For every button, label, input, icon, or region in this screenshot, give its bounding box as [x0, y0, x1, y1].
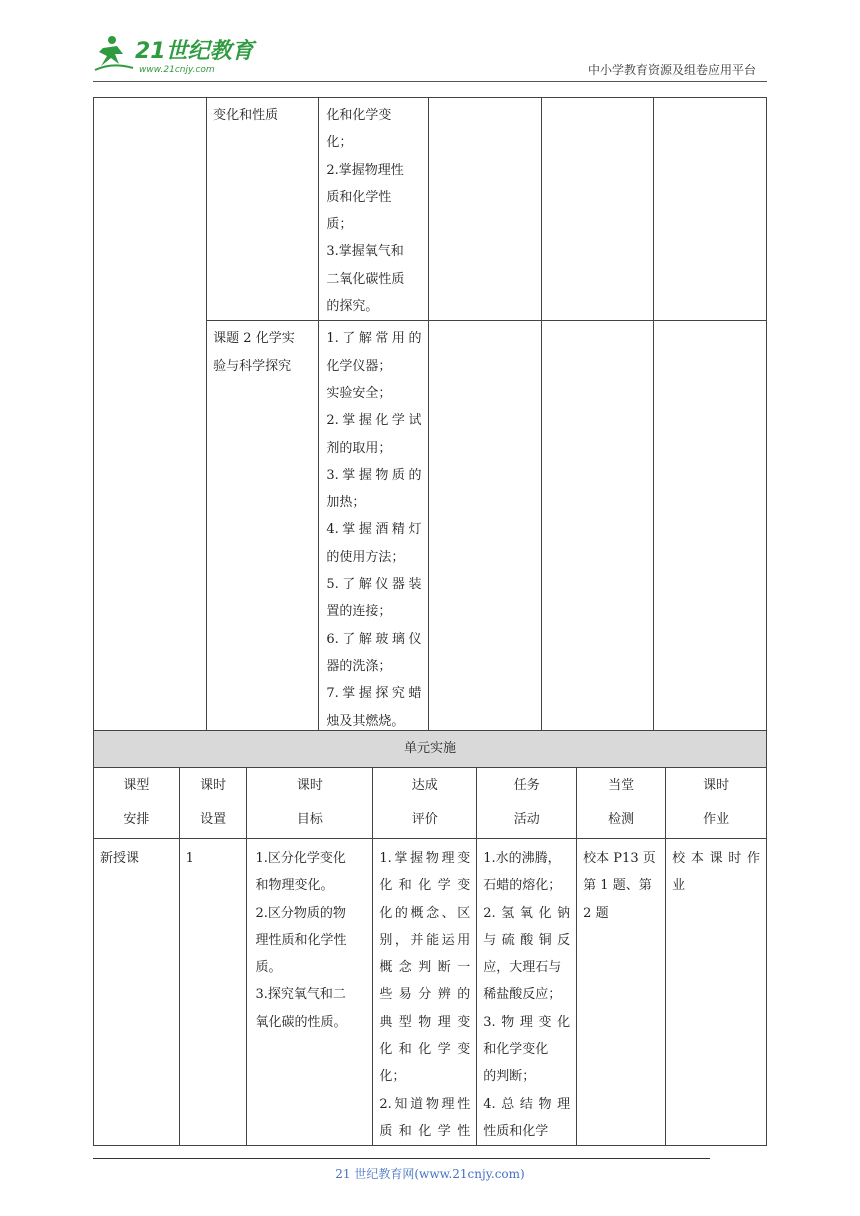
header-line: 当堂 [608, 778, 635, 793]
header-line: 评价 [411, 812, 438, 827]
footer-link[interactable]: 21 世纪教育网(www.21cnjy.com) [335, 1167, 525, 1181]
runner-icon [95, 36, 133, 70]
goal-line: 化和化学变 [326, 108, 392, 123]
goal-line: 2.区分物质的物 [255, 905, 346, 921]
eval-line: 化； [379, 1069, 406, 1085]
upper-table [93, 97, 767, 736]
check-line: 校本 P13 页 [583, 851, 656, 866]
goal-line: 和物理变化。 [255, 878, 334, 894]
site-logo [93, 32, 263, 78]
activity-line: 1.水的沸腾， [483, 851, 561, 866]
logo-url: www.21cnjy.com [139, 65, 215, 75]
topic-cell [207, 321, 319, 735]
check-line: 2 题 [583, 905, 609, 921]
goal-line: 的使用方法； [326, 549, 405, 565]
goal-line: 器的洗涤； [326, 658, 392, 674]
table-row [94, 839, 767, 1146]
homework-line: 校本课时作 [672, 851, 760, 866]
goal-line: 2.掌握化学试 [326, 413, 422, 429]
empty-cell [653, 98, 766, 321]
goal-line: 剂的取用； [326, 440, 392, 456]
goal-line: 置的连接； [326, 604, 392, 620]
lesson-hours-cell: 1 [179, 839, 247, 1146]
eval-line: 别，并能运用 [379, 932, 471, 948]
goal-line: 质； [326, 217, 353, 233]
header-cell [373, 768, 477, 839]
activity-line: 和化学变化 [483, 1042, 549, 1058]
header-line: 课时 [200, 778, 227, 793]
header-line: 安排 [123, 812, 150, 827]
unit-table [93, 730, 767, 1146]
topic-line: 验与科学探究 [213, 358, 292, 374]
empty-cell [541, 321, 653, 735]
activity-line: 石蜡的熔化； [483, 878, 562, 894]
header-line: 达成 [411, 778, 438, 793]
activity-line: 应，大理石与 [483, 960, 562, 976]
activity-line: 性质和化学 [483, 1123, 549, 1139]
header-cell [477, 768, 577, 839]
check-cell [577, 839, 666, 1146]
header-line: 课时 [703, 778, 730, 793]
header-line: 课时 [296, 778, 323, 793]
goal-line: 1.区分化学变化 [255, 851, 346, 866]
eval-line: 些易分辨的 [379, 987, 471, 1003]
header-cell [247, 768, 373, 839]
eval-line: 化和化学变 [379, 878, 471, 894]
header-line: 课型 [123, 778, 150, 793]
goal-cell [319, 321, 429, 735]
goal-line: 加热； [326, 495, 366, 511]
homework-line: 业 [672, 878, 686, 894]
activity-cell [477, 839, 577, 1146]
activity-line: 与硫酸铜反 [483, 932, 571, 948]
empty-cell [653, 321, 766, 735]
header-line: 活动 [513, 812, 540, 827]
goal-line: 化学仪器； [326, 358, 392, 374]
header-cell [577, 768, 666, 839]
goal-line: 二氧化碳性质 [326, 271, 405, 287]
goal-line: 7.掌握探究蜡 [326, 686, 422, 702]
header-line: 设置 [200, 812, 227, 827]
goal-line: 2.掌握物理性 [326, 162, 404, 178]
eval-line: 典型物理变 [379, 1014, 471, 1030]
eval-line: 概念判断一 [379, 960, 471, 976]
header-divider [93, 81, 767, 82]
eval-line: 化和化学变 [379, 1042, 471, 1058]
footer-divider [93, 1158, 710, 1159]
header-line: 作业 [703, 812, 730, 827]
homework-cell [666, 839, 767, 1146]
topic-line: 变化和性质 [213, 108, 279, 123]
check-line: 第 1 题、第 [583, 878, 652, 894]
header-cell [179, 768, 247, 839]
goal-line: 实验安全； [326, 385, 392, 401]
goal-line: 3.掌握氧气和 [326, 244, 404, 260]
goal-line: 化； [326, 135, 353, 151]
eval-line: 1.掌握物理变 [379, 851, 471, 866]
empty-cell [429, 98, 541, 321]
goal-line: 质和化学性 [326, 189, 392, 205]
header-row [94, 768, 767, 839]
empty-cell [94, 98, 207, 736]
header-cell [94, 768, 180, 839]
unit-band-title: 单元实施 [94, 731, 767, 768]
eval-line: 2.知道物理性 [379, 1096, 471, 1112]
goal-line: 1.了解常用的 [326, 331, 422, 347]
eval-line: 化的概念、区 [379, 905, 471, 921]
eval-line: 质和化学性 [379, 1123, 471, 1139]
empty-cell [429, 321, 541, 735]
goal-line: 质。 [255, 960, 282, 976]
header-cell [666, 768, 767, 839]
goal-line: 4.掌握酒精灯 [326, 522, 422, 538]
goal-line: 氧化碳的性质。 [255, 1014, 347, 1030]
logo-text: 21世纪教育 [135, 39, 254, 64]
goal-line: 3.掌握物质的 [326, 467, 422, 483]
lesson-type-cell: 新授课 [94, 839, 180, 1146]
topic-line: 课题 2 化学实 [213, 331, 295, 347]
empty-cell [541, 98, 653, 321]
goal-line: 烛及其燃烧。 [326, 713, 405, 729]
activity-line: 稀盐酸反应； [483, 987, 562, 1003]
evaluation-cell [373, 839, 477, 1146]
activity-line: 4.总结物理 [483, 1096, 571, 1112]
lesson-goal-cell [247, 839, 373, 1146]
goal-line: 6.了解玻璃仪 [326, 631, 422, 647]
goal-line: 5.了解仪器装 [326, 577, 422, 593]
goal-line: 的探究。 [326, 299, 379, 315]
topic-cell [207, 98, 319, 321]
activity-line: 2.氢氧化钠 [483, 905, 571, 921]
activity-line: 3.物理变化 [483, 1014, 571, 1030]
header-line: 检测 [608, 812, 635, 827]
header-line: 任务 [513, 778, 540, 793]
table-row [94, 98, 767, 321]
platform-title: 中小学教育资源及组卷应用平台 [587, 63, 756, 77]
goal-line: 理性质和化学性 [255, 932, 347, 948]
goal-cell [319, 98, 429, 321]
activity-line: 的判断； [483, 1069, 536, 1085]
header-line: 目标 [296, 812, 323, 827]
goal-line: 3.探究氧气和二 [255, 987, 346, 1003]
